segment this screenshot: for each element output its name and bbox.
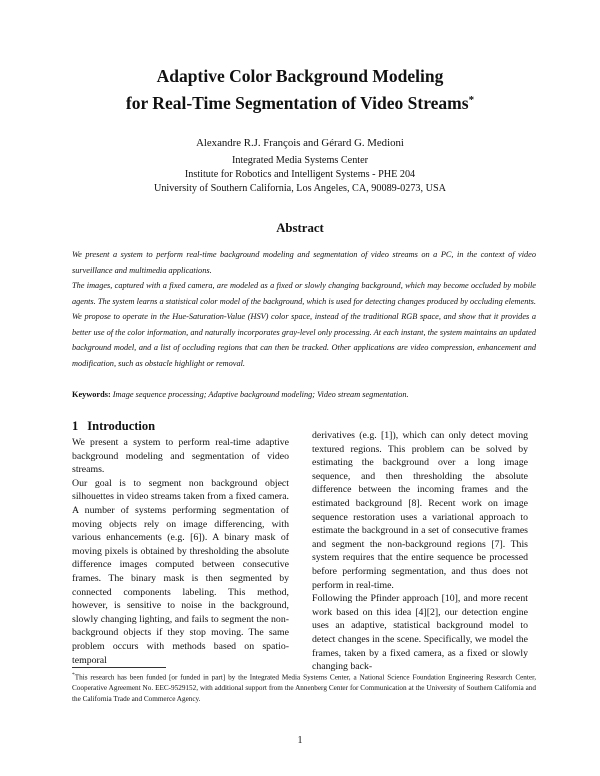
right-column — [312, 429, 528, 674]
authors: Alexandre R.J. François and Gérard G. Medioni — [196, 137, 404, 149]
section-title: Introduction — [87, 419, 156, 433]
paper-title-line1: Adaptive Color Background Modeling — [156, 66, 444, 86]
abstract-paragraph: We present a system to perform real-time background modeling and segmentation of video streams on a PC, in the context of video surveillance and multimedia applications. — [72, 250, 536, 275]
abstract-heading: Abstract — [276, 221, 324, 235]
title-text: for Real-Time Segmentation of Video Streams — [125, 93, 469, 113]
keywords-text: Image sequence processing; Adaptive background modeling; Video stream segmentation. — [112, 390, 409, 399]
keywords — [72, 390, 536, 399]
affiliation-line: Institute for Robotics and Intelligent Systems - PHE 204 — [184, 169, 416, 180]
footnote — [72, 670, 536, 705]
keywords-label: Keywords: — [72, 390, 111, 399]
left-column — [72, 436, 289, 667]
footnote-text: This research has been funded [or funded in part] by the Integrated Media Systems Center, a National Science Foundation Engineering Research Center, Cooperative Agreement No. EEC-9529152, with additional support from the Annenberg Center for Communication at the University of Southern California and the California Trade and Commerce Agency. — [72, 673, 536, 704]
section-heading — [72, 419, 155, 434]
footnote-rule — [72, 667, 166, 668]
body-paragraph: derivatives (e.g. [1]), which can only detect moving textured regions. This problem can be solved by estimating the background over a long image sequence, and then thresholding the absolute difference between the incoming frames and the estimated background [8]. Recent work on image sequence restoration uses a variational approach to estimate the background in a set of consecutive frames and segment the non-background regions [7]. This system requires that the entire sequence be processed before performing segmentation, and thus does not perform in real-time. — [312, 430, 528, 591]
section-number: 1 — [72, 419, 79, 433]
paper-title-line2 — [0, 88, 600, 115]
affiliation-line: Integrated Media Systems Center — [231, 155, 369, 166]
body-paragraph: Following the Pfinder approach [10], and more recent work based on this idea [4][2], our detection engine uses an adaptive, statistical background model to detect changes in the scene. Specifically, we model the frames, taken by a fixed camera, as a fixed or slowly changing back- — [312, 593, 528, 673]
abstract-paragraph: The images, captured with a fixed camera, are modeled as a fixed or slowly changing background, which may become occluded by mobile agents. The system learns a statistical color model of the background, which is used for detecting changes produced by occluding elements. We propose to operate in the Hue-Saturation-Value (HSV) color space, instead of the traditional RGB space, and show that it provides a better use of the color information, and naturally incorporates gray-level only processing. At each instant, the system maintains an updated background model, and a list of occluding regions that can then be tracked. Other applications are video compression, enhancement and modification, such as obstacle highlight or removal. — [72, 281, 536, 368]
page-number: 1 — [297, 735, 303, 746]
footnote-mark: * — [72, 672, 75, 678]
body-paragraph: We present a system to perform real-time adaptive background modeling and segmentation of video streams. — [72, 437, 289, 476]
title-footnote-mark: * — [468, 94, 475, 106]
affiliation-line: University of Southern California, Los Angeles, CA, 90089-0273, USA — [153, 183, 446, 194]
body-paragraph: Our goal is to segment non background object silhouettes in video streams taken from a fixed camera. A number of systems performing segmentation of moving objects rely on image differencing, with various enhancements (e.g. [6]). A binary mask of moving pixels is obtained by thresholding the absolute difference images computed between consecutive frames. The binary mask is then segmented by connected components labeling. This method, however, is sensitive to noise in the background, slowly changing lighting, and fails to segment the non-background objects if they stop moving. The same problem occurs with methods based on spatio-temporal — [72, 477, 289, 666]
